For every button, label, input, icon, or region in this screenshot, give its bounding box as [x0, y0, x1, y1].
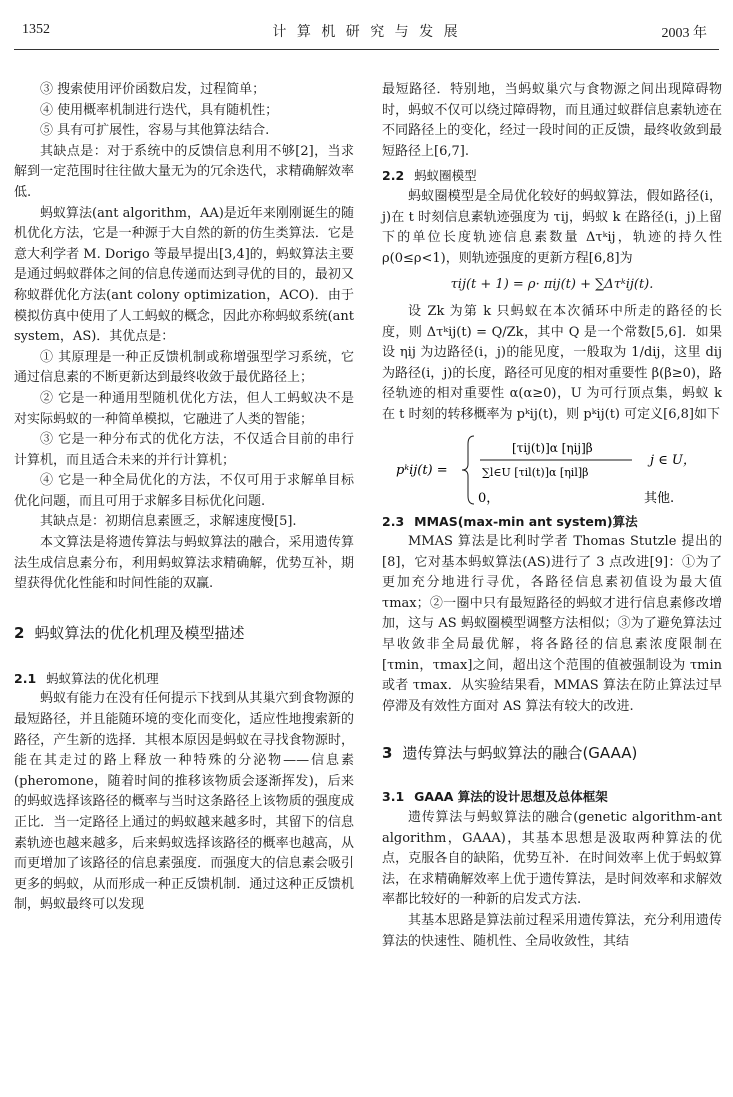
section-title: 遗传算法与蚂蚁算法的融合(GAAA)	[402, 744, 638, 763]
paragraph: MMAS 算法是比利时学者 Thomas Stutzle 提出的[8]，它对基本蚂蚁算法(AS)进行了 3 点改进[9]：①为了更加充分地进行寻优，各路径信息素初值设为最大值 τmax；②一圈中只有最短路径的蚂蚁才进行信息素修改增加，这与 AS 蚂蚁圈模型调整方法相似；③为了避免算法过早收敛非全局最优解，将各路径的信息素浓度限制在[τmin，τmax]之间，超出这个范围的值被强制设为 τmin或者 τmax．从实验结果看，MMAS 算法在防止算法过早停滞及有效性方面对 AS 算法有较大的改进.	[382, 534, 722, 714]
subsection-heading	[14, 669, 354, 690]
equation-otherwise: 其他.	[644, 490, 675, 506]
section-number: 2	[14, 623, 25, 642]
list-item: ④ 使用概率机制进行迭代，具有随机性；	[40, 102, 279, 118]
journal-title: 计 算 机 研 究 与 发 展	[272, 24, 461, 40]
brace-icon	[462, 436, 474, 504]
list-item: ① 其原理是一种正反馈机制或称增强型学习系统，它通过信息素的不断更新达到最终收敛于最优路径上；	[14, 349, 354, 386]
subsection-title: 蚂蚁圈模型	[414, 168, 477, 184]
equation-numerator: [τij(t)]α [ηij]β	[512, 440, 593, 455]
header-rule	[14, 49, 719, 50]
page-number: 1352	[22, 22, 50, 37]
subsection-number: 2.2	[382, 168, 405, 184]
paragraph: 本文算法是将遗传算法与蚂蚁算法的融合，采用遗传算法生成信息素分布，利用蚂蚁算法求精确解，优势互补，期望获得优化性能和时间性能的双赢.	[14, 535, 354, 592]
page-header	[0, 0, 733, 50]
paragraph: 最短路径．特别地，当蚂蚁巢穴与食物源之间出现障碍物时，蚂蚁不仅可以绕过障碍物，而且通过蚁群信息素轨迹在不同路径上的变化，经过一段时间的正反馈，最终收敛到最短路径上[6,7].	[382, 82, 722, 159]
paragraph: 遗传算法与蚂蚁算法的融合(genetic algorithm-ant algorithm，GAAA)，其基本思想是汲取两种算法的优点，克服各自的缺陷，优势互补．在时间效率上优于蚂蚁算法，在求精确解效率上优于遗传算法，是时间效率和求解效率都比较好的一种新的启发式方法.	[382, 810, 722, 908]
subsection-heading	[382, 166, 722, 187]
publication-year: 2003 年	[661, 26, 707, 41]
paragraph: 设 Zk 为第 k 只蚂蚁在本次循环中所走的路径的长度，则 Δτᵏij(t) = Q/Zk，其中 Q 是一个常数[5,6]．如果设 ηij 为边路径(i，j)的能见度，一般取为 1/dij，这里 dij 为路径(i，j)的长度，路径可见度的相对重要性 β(β≥0)，路径轨迹的相对重要性 α(α≥0)，U 为可行顶点集，蚂蚁 k 在 t 时刻的转移概率为 pᵏij(t)，则 pᵏij(t) 可定义[6,8]如下	[382, 303, 722, 422]
subsection-number: 2.3	[382, 513, 405, 529]
list-item: ③ 它是一种分布式的优化方法，不仅适合目前的串行计算机，而且适合未来的并行计算机；	[14, 432, 354, 468]
subsection-number: 3.1	[382, 789, 405, 805]
section-heading	[14, 623, 354, 643]
list-item: ⑤ 具有可扩展性，容易与其他算法结合.	[40, 123, 270, 139]
equation-zero: 0，	[478, 490, 500, 506]
paragraph: 蚂蚁圈模型是全局优化较好的蚂蚁算法，假如路径(i，j)在 t 时刻信息素轨迹强度为 τij，蚂蚁 k 在路径(i，j)上留下的单位长度轨迹信息素数量 Δτᵏij，轨迹的持久性 ρ(0≤ρ<1)，则轨迹强度的更新方程[6,8]为	[382, 188, 722, 266]
paragraph: 蚂蚁有能力在没有任何提示下找到从其巢穴到食物源的最短路径，并且能随环境的变化而变化，适应性地搜索新的路径，产生新的选择．其根本原因是蚂蚁在寻找食物源时，能在其走过的路上释放一种特殊的分泌物——信息素(pheromone，随着时间的推移该物质会逐渐挥发)，后来的蚂蚁选择该路径的概率与当时这条路径上该物质的强度成正比．当一定路径上通过的蚂蚁越来越多时，其留下的信息素轨迹也越来越多，后来蚂蚁选择该路径的概率也越高，从而更增加了该路径的信息素强度．而强度大的信息素会吸引更多的蚂蚁，从而形成一种正反馈机制．通过这种正反馈机制，蚂蚁最终可以发现	[14, 691, 354, 913]
section-number: 3	[382, 744, 393, 763]
subsection-title: MMAS(max-min ant system)算法	[414, 513, 638, 529]
equation-update: τij(t + 1) = ρ· πij(t) + ∑Δτᵏij(t).	[450, 277, 654, 293]
equation-lhs: pᵏij(t) =	[396, 462, 448, 478]
subsection-heading	[382, 512, 722, 533]
equation-denominator: ∑l∈U [τil(t)]α [ηil]β	[482, 465, 589, 479]
section-heading	[382, 743, 722, 763]
paragraph: 其缺点是：对于系统中的反馈信息利用不够[2]，当求解到一定范围时往往做大量无为的冗余迭代，求精确解效率低.	[14, 143, 354, 200]
subsection-number: 2.1	[14, 670, 37, 686]
subsection-heading	[382, 787, 722, 808]
right-column	[382, 80, 722, 952]
paragraph: 蚂蚁算法(ant algorithm，AA)是近年来刚刚诞生的随机优化方法，它是一种源于大自然的新的仿生类算法．它是意大利学者 M. Dorigo 等最早提出[3,4]的，蚂蚁算法主要是通过蚂蚁群体之间的信息传递而达到寻优的目的，最初又称蚁群优化方法(ant colony optimization，ACO)．由于模拟仿真中使用了人工蚂蚁的概念，因此亦称蚂蚁系统(ant system，AS)．其优点是：	[14, 205, 354, 345]
list-item: ② 它是一种通用型随机优化方法，但人工蚂蚁决不是对实际蚂蚁的一种简单模拟，它融进了人类的智能；	[14, 390, 354, 427]
paragraph: 其基本思路是算法前过程采用遗传算法，充分利用遗传算法的快速性、随机性、全局收敛性，其结	[382, 913, 722, 949]
paragraph: 其缺点是：初期信息素匮乏，求解速度慢[5].	[40, 514, 297, 530]
subsection-title: GAAA 算法的设计思想及总体框架	[414, 789, 608, 805]
left-column	[14, 80, 354, 916]
equation-condition: j ∈ U，	[650, 452, 696, 468]
subsection-title: 蚂蚁算法的优化机理	[46, 670, 159, 686]
section-title: 蚂蚁算法的优化机理及模型描述	[34, 623, 245, 642]
equation-transition-probability	[382, 430, 722, 508]
list-item: ④ 它是一种全局优化的方法，不仅可用于求解单目标优化问题，而且可用于求解多目标优化问题.	[14, 473, 354, 509]
list-item: ③ 搜索使用评价函数启发，过程简单；	[40, 82, 266, 97]
